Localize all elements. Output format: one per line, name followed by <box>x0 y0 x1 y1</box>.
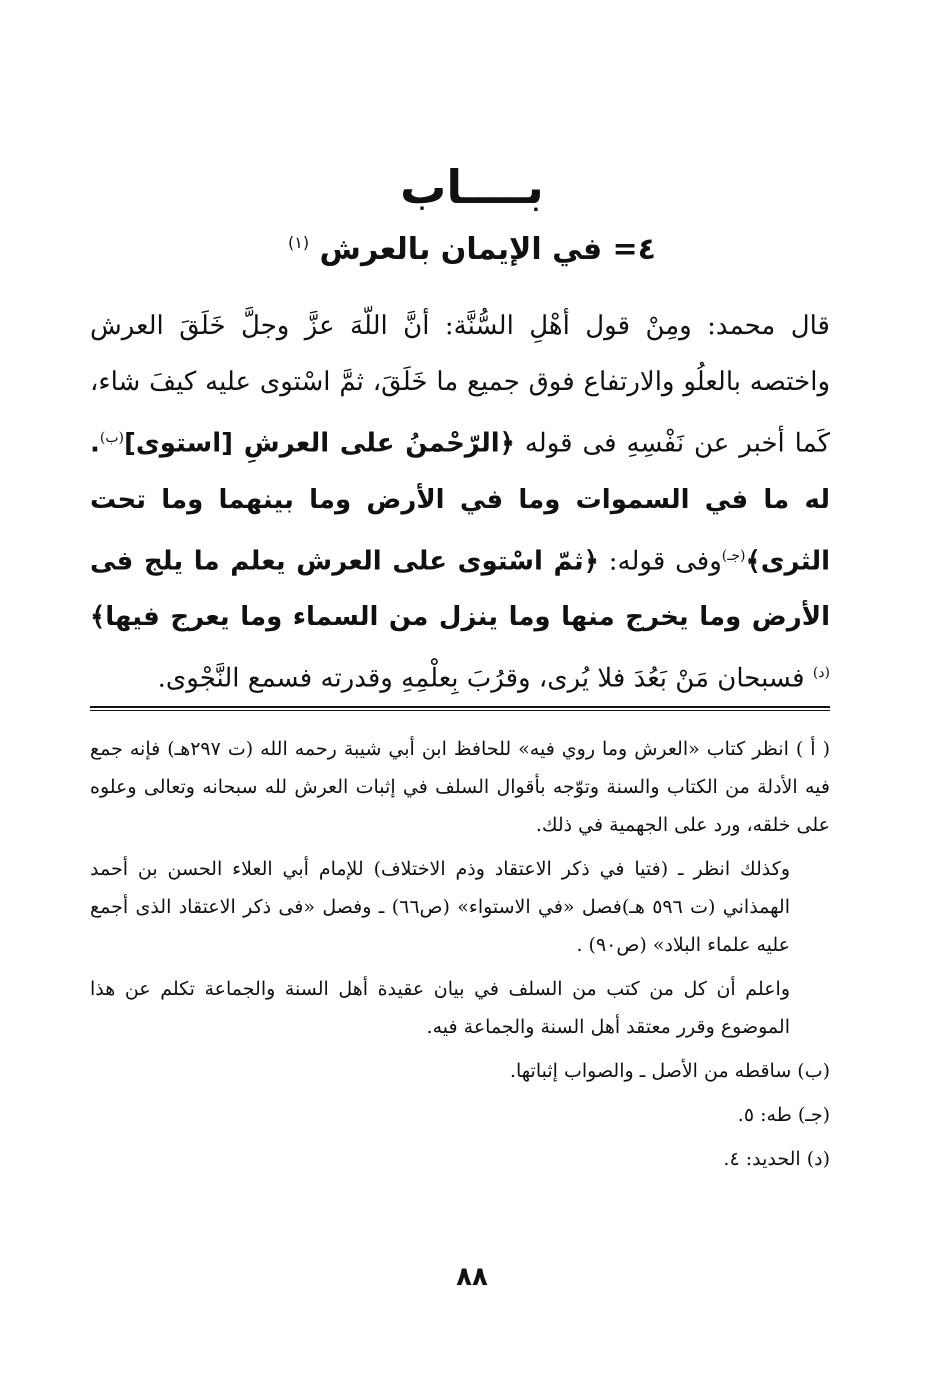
footnote-d: (د) الحديد: ٤. <box>723 1148 830 1170</box>
quran-verse-1: ﴿الرّحْمنُ على العرشِ [استوى] <box>124 428 515 459</box>
chapter-subtitle-ref: (١) <box>288 233 310 252</box>
chapter-subtitle-text: ٤= في الإيمان بالعرش <box>319 232 656 267</box>
footnote-b: (ب) ساقطه من الأصل ـ والصواب إثباتها. <box>509 1060 830 1082</box>
chapter-title: بــــاب <box>400 160 544 214</box>
footnote-a: ( أ ) انظر كتاب «العرش وما روي فيه» للحافظ ابن أبي شيبة رحمه الله (ت ٢٩٧هـ) فإنه جمع فيه الأدلة من الكتاب والسنة وتوّجه بأقوال السلف في إثبات العرش لله سبحانه وتعالى وعلوه على خلقه، ورد على الجهمية في ذلك. <box>90 738 831 836</box>
footnote-c: (جـ) طه: ٥. <box>737 1104 830 1126</box>
footnotes <box>90 730 830 1184</box>
quran-verse-1-tail: . له ما في السموات وما في الأرض وما بينهما وما تحت الثرى﴾ <box>90 428 831 577</box>
footnote-a-note: واعلم أن كل من كتب من السلف في بيان عقيدة أهل السنة والجماعة تكلم عن هذا الموضوع وقرر معتقد أهل السنة والجماعة فيه. <box>90 978 790 1038</box>
main-text-part-2: وفى قوله: <box>598 546 722 577</box>
main-text-part-1: قال محمد: ومِنْ قول أهْلِ السُّنَّة: أنَّ اللّهَ عزَّ وجلَّ خَلَقَ العرش واختصه بالعلُو والارتفاع فوق جميع ما خَلَقَ، ثمَّ اسْتوى عليه كيفَ شاء، كَما أخبر عن نَفْسِهِ فى قوله <box>90 311 831 459</box>
main-paragraph <box>90 298 830 707</box>
quran-verse-2: ﴿ثمّ اسْتوى على العرش يعلم ما يلج فى الأرض وما يخرج منها وما ينزل من السماء وما يعرج فيها﴾ <box>90 546 830 633</box>
footnote-ref-b: (ب) <box>99 430 124 446</box>
chapter-subtitle <box>0 232 944 267</box>
main-text-part-3: فسبحان مَنْ بَعُدَ فلا يُرى، وقرُبَ بِعلْمِهِ وقدرته فسمع النَّجْوى. <box>157 663 813 694</box>
footnote-divider <box>90 706 830 711</box>
footnote-a-continued: وكذلك انظر ـ (فتيا في ذكر الاعتقاد وذم الاختلاف) للإمام أبي العلاء الحسن بن أحمد الهمذاني (ت ٥٩٦ هـ)فصل «في الاستواء» (ص٦٦) ـ وفصل «فى ذكر الاعتقاد الذى أجمع عليه علماء البلاد» (ص٩٠) . <box>90 858 790 956</box>
footnote-ref-c: (جـ) <box>721 547 746 564</box>
page-number: ٨٨ <box>456 1262 488 1292</box>
footnote-ref-d: (د) <box>812 665 830 682</box>
